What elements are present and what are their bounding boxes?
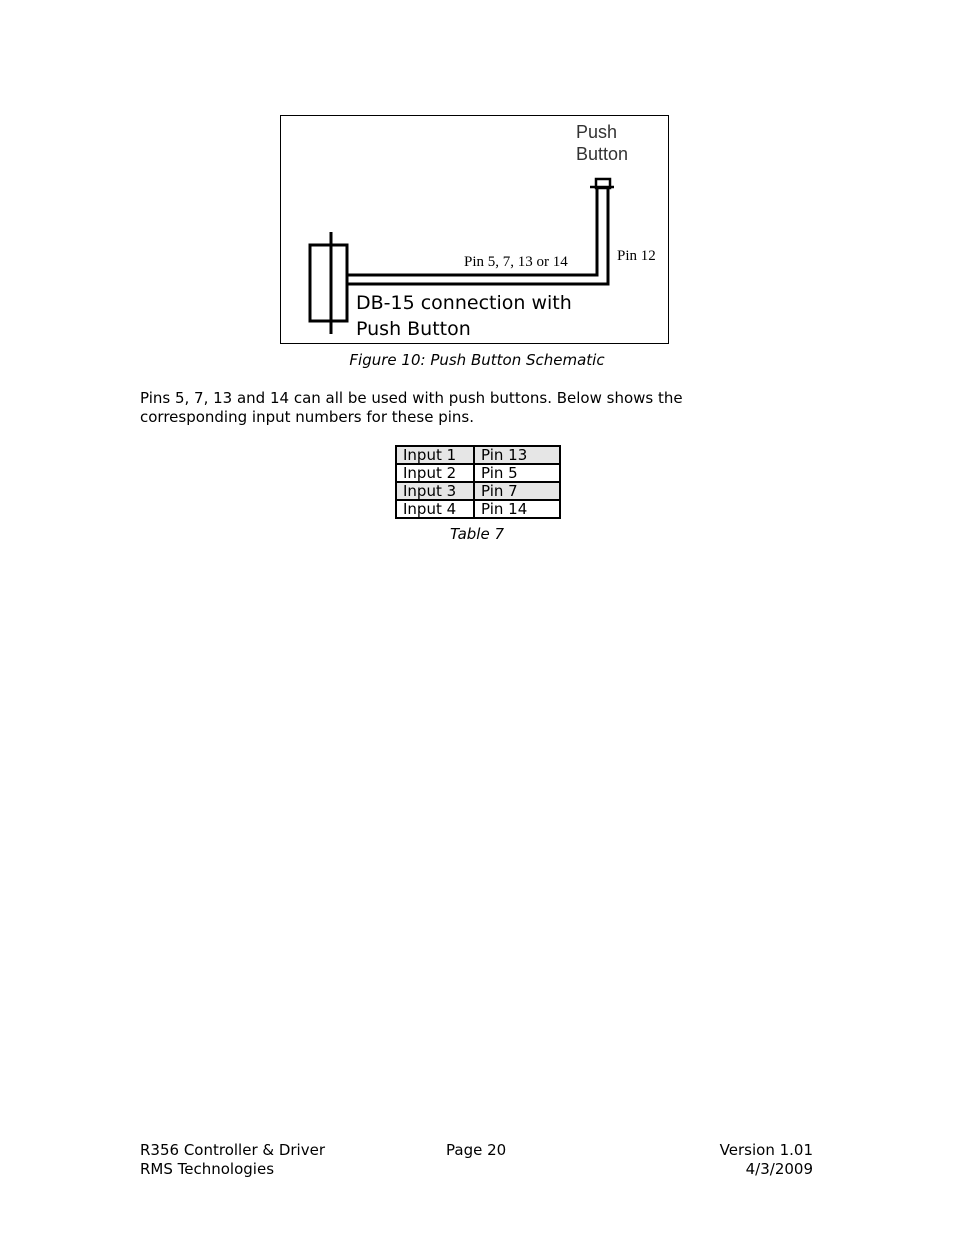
- input-pin-table: [395, 445, 561, 519]
- table-row: [396, 500, 560, 518]
- footer-version: Version 1.01: [719, 1141, 813, 1159]
- table-cell-input: Input 1: [396, 446, 474, 464]
- label-pin12: Pin 12: [617, 248, 656, 264]
- table-row: [396, 464, 560, 482]
- db15-connector: [310, 245, 347, 321]
- table-row: [396, 482, 560, 500]
- table-cell-input: Input 3: [396, 482, 474, 500]
- table-cell-pin: Pin 14: [474, 500, 560, 518]
- table-row: [396, 446, 560, 464]
- table-cell-pin: Pin 13: [474, 446, 560, 464]
- figure-caption: Figure 10: Push Button Schematic: [349, 351, 605, 369]
- table-cell-pin: Pin 5: [474, 464, 560, 482]
- table-cell-pin: Pin 7: [474, 482, 560, 500]
- label-db15-line2: Push Button: [356, 318, 471, 340]
- schematic-drawing: [281, 116, 670, 345]
- footer-product: R356 Controller & Driver: [140, 1141, 325, 1159]
- table-cell-input: Input 4: [396, 500, 474, 518]
- label-push: Push: [576, 122, 618, 142]
- body-paragraph: [140, 389, 780, 427]
- footer-company: RMS Technologies: [140, 1160, 275, 1178]
- label-db15-line1: DB-15 connection with: [356, 292, 572, 314]
- footer-page-number: Page 20: [446, 1141, 507, 1159]
- label-button: Button: [576, 144, 629, 164]
- footer-left: [140, 1141, 325, 1179]
- footer-date: 4/3/2009: [745, 1160, 813, 1178]
- label-pin-group: Pin 5, 7, 13 or 14: [464, 254, 568, 270]
- table-cell-input: Input 2: [396, 464, 474, 482]
- paragraph-line-1: Pins 5, 7, 13 and 14 can all be used with push buttons. Below shows the: [140, 389, 683, 407]
- push-button-schematic: [280, 115, 669, 344]
- paragraph-line-2: corresponding input numbers for these pins.: [140, 408, 474, 426]
- footer-right: [600, 1141, 813, 1179]
- table-caption: Table 7: [449, 525, 504, 543]
